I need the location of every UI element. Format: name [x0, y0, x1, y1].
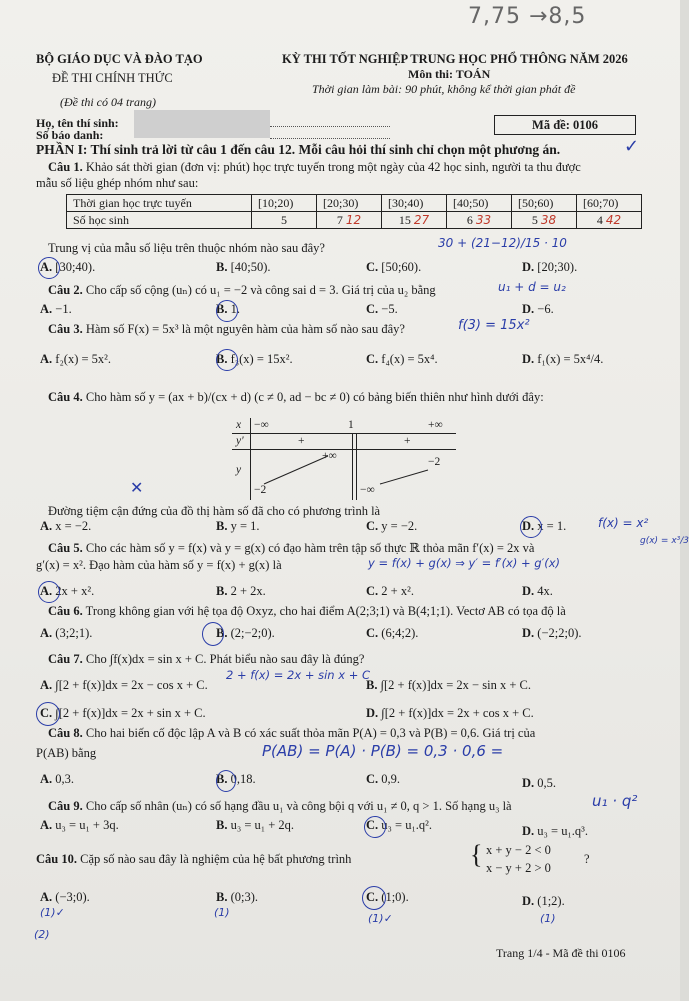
answer-circle [38, 257, 60, 279]
q8-handwritten-note: P(AB) = P(A) · P(B) = 0,3 · 0,6 = [262, 742, 504, 760]
q10-hw-mark-b: (1) [214, 906, 230, 919]
q9-option-b[interactable]: B. u₃ = u₁ + 2q. [216, 818, 295, 832]
q4-option-c[interactable]: C. y = −2. [366, 519, 418, 533]
q5-handwritten-note: y = f(x) + g(x) ⇒ y′ = f′(x) + g′(x) [368, 556, 560, 570]
q4-option-b[interactable]: B. y = 1. [216, 519, 260, 533]
q2-option-c[interactable]: C. −5. [366, 302, 398, 316]
q4-variation-table: x y' y −∞ 1 +∞ + + +∞ −2 −2 −∞ [232, 418, 456, 500]
q1-line2: mẫu số liệu ghép nhóm như sau: [36, 176, 199, 190]
exam-code-box: Mã đề: 0106 [494, 115, 636, 135]
ministry-name: BỘ GIÁO DỤC VÀ ĐÀO TẠO [36, 52, 203, 66]
answer-circle [202, 622, 224, 646]
q9-question: Câu 9. Cho cấp số nhân (uₙ) có số hạng đầu u₁ và công bội q với u₁ ≠ 0, q > 1. Số hạng u₃ là [48, 799, 512, 813]
q2-question: Câu 2. Cho cấp số cộng (uₙ) có u₁ = −2 và công sai d = 3. Giá trị của u₂ bằng [48, 283, 436, 297]
q1-handwritten-note: 30 + (21−12)/15 · 10 [438, 236, 567, 250]
q2-handwritten-note: u₁ + d = u₂ [498, 280, 566, 294]
q4-handwritten-note: f(x) = x² [598, 516, 649, 530]
q8-option-c[interactable]: C. 0,9. [366, 772, 401, 786]
q1-option-c[interactable]: C. [50;60). [366, 260, 422, 274]
page-footer: Trang 1/4 - Mã đề thi 0106 [496, 946, 626, 960]
q10-hw-left-2: (2) [34, 928, 50, 941]
q3-option-a[interactable]: A. f₂(x) = 5x². [40, 352, 112, 366]
q4-option-d[interactable]: D. x = 1. [522, 519, 567, 533]
q3-option-d[interactable]: D. f₁(x) = 5x⁴/4. [522, 352, 604, 366]
q10-question: Câu 10. Cặp số nào sau đây là nghiệm của hệ bất phương trình [36, 852, 352, 866]
answer-circle [216, 349, 238, 371]
q10-option-b[interactable]: B. (0;3). [216, 890, 259, 904]
q5-line1: Câu 5. Cho các hàm số y = f(x) và y = g(x) có đạo hàm trên tập số thực ℝ thỏa mãn f′(x) = 2x và [48, 541, 535, 555]
q3-handwritten-note: f(3) = 15x² [458, 318, 530, 333]
q5-option-b[interactable]: B. 2 + 2x. [216, 584, 266, 598]
q10-ineq-2: x − y + 2 > 0 [486, 861, 551, 875]
answer-circle [38, 581, 60, 603]
q3-question: Câu 3. Hàm số F(x) = 5x³ là một nguyên hàm của hàm số nào sau đây? [48, 322, 405, 336]
q8-option-b[interactable]: B. 0,18. [216, 772, 256, 786]
exam-title: KỲ THI TỐT NGHIỆP TRUNG HỌC PHỔ THÔNG NĂM 2026 [282, 52, 628, 66]
q8-line2: P(AB) bằng [36, 746, 97, 760]
q9-option-d[interactable]: D. u₃ = u₁.q³. [522, 824, 589, 838]
answer-circle [520, 516, 542, 538]
q7-option-d[interactable]: D. ∫[2 + f(x)]dx = 2x + cos x + C. [366, 706, 534, 720]
table-row-head: Thời gian học trực tuyến [67, 195, 252, 212]
q1-option-d[interactable]: D. [20;30). [522, 260, 578, 274]
q10-ineq-1: x + y − 2 < 0 [486, 843, 551, 857]
redacted-name-box [134, 110, 270, 138]
q9-handwritten-note: u₁ · q² [592, 792, 638, 810]
answer-circle [36, 702, 60, 726]
q1-frequency-table: Thời gian học trực tuyến [10;20) [20;30) [30;40) [40;50) [50;60) [60;70) Số học sinh 5 7 12 15 27 6 33 5 38 4 42 [66, 194, 642, 229]
id-dotline [270, 138, 390, 139]
q3-option-c[interactable]: C. f₄(x) = 5x⁴. [366, 352, 438, 366]
handwritten-score: 7,75 →8,5 [468, 4, 587, 29]
check-mark: ✓ [624, 136, 640, 157]
hw-cross: ✕ [130, 478, 144, 497]
q9-option-c[interactable]: C. u₃ = u₁.q². [366, 818, 433, 832]
answer-circle [362, 886, 386, 910]
part1-title: PHẦN I: Thí sinh trả lời từ câu 1 đến câu 12. Mỗi câu hỏi thí sinh chỉ chọn một phương án. [36, 142, 561, 157]
q8-option-d[interactable]: D. 0,5. [522, 776, 557, 790]
q4-question-2: Đường tiệm cận đứng của đồ thị hàm số đã cho có phương trình là [48, 504, 381, 518]
q1-question: Trung vị của mẫu số liệu trên thuộc nhóm nào sau đây? [48, 241, 325, 255]
q5-option-c[interactable]: C. 2 + x². [366, 584, 414, 598]
q6-option-a[interactable]: A. (3;2;1). [40, 626, 93, 640]
q3-option-b[interactable]: B. f₃(x) = 15x². [216, 352, 293, 366]
pages-note: (Đề thi có 04 trang) [60, 95, 156, 109]
q4-question: Câu 4. Cho hàm số y = (ax + b)/(cx + d) (c ≠ 0, ad − bc ≠ 0) có bảng biến thiên như hình dưới đây: [48, 390, 544, 404]
q7-question: Câu 7. Cho ∫f(x)dx = sin x + C. Phát biểu nào sau đây là đúng? [48, 652, 365, 666]
q2-option-d[interactable]: D. −6. [522, 302, 554, 316]
q1-line1: Câu 1. Khảo sát thời gian (đơn vị: phút) học trực tuyến trong một ngày của 42 học sinh, người ta thu được [48, 160, 581, 174]
q10-hw-mark-c: (1)✓ [368, 912, 393, 925]
name-dotline [270, 126, 390, 127]
q6-option-c[interactable]: C. (6;4;2). [366, 626, 419, 640]
candidate-id-label: Số báo danh: [36, 128, 104, 142]
subject-label: Môn thi: TOÁN [408, 67, 491, 81]
answer-circle [216, 770, 236, 792]
table-row-head: Số học sinh [67, 212, 252, 229]
q5-option-d[interactable]: D. 4x. [522, 584, 553, 598]
q5-line2: g′(x) = x². Đạo hàm của hàm số y = f(x) + g(x) là [36, 558, 282, 572]
q2-option-a[interactable]: A. −1. [40, 302, 72, 316]
q10-hw-mark-d: (1) [540, 912, 556, 925]
q1-option-b[interactable]: B. [40;50). [216, 260, 271, 274]
q10-option-c[interactable]: C. (1;0). [366, 890, 409, 904]
q8-line1: Câu 8. Cho hai biến cố độc lập A và B có xác suất thỏa mãn P(A) = 0,3 và P(B) = 0,6. Giá trị của [48, 726, 536, 740]
q2-option-b[interactable]: B. 1. [216, 302, 240, 316]
q6-option-d[interactable]: D. (−2;2;0). [522, 626, 582, 640]
q7-handwritten-note: 2 + f(x) = 2x + sin x + C [226, 668, 371, 682]
q7-option-b[interactable]: B. ∫[2 + f(x)]dx = 2x − sin x + C. [366, 678, 531, 692]
q4-option-a[interactable]: A. x = −2. [40, 519, 92, 533]
q9-option-a[interactable]: A. u₃ = u₁ + 3q. [40, 818, 119, 832]
q10-brace: { [470, 840, 483, 869]
q6-question: Câu 6. Trong không gian với hệ tọa độ Oxyz, cho hai điểm A(2;3;1) và B(4;1;1). Vectơ AB có tọa độ là [48, 604, 566, 618]
time-note: Thời gian làm bài: 90 phút, không kể thời gian phát đề [312, 82, 576, 96]
q8-option-a[interactable]: A. 0,3. [40, 772, 75, 786]
q7-option-c[interactable]: C. ∫[2 + f(x)]dx = 2x + sin x + C. [40, 706, 206, 720]
candidate-name-label: Họ, tên thí sinh: [36, 116, 119, 130]
increasing-arrow [264, 456, 328, 484]
q7-option-a[interactable]: A. ∫[2 + f(x)]dx = 2x − cos x + C. [40, 678, 208, 692]
q10-hw-mark-a: (1)✓ [40, 906, 65, 919]
answer-circle [364, 816, 386, 838]
q5-option-a[interactable]: A. 2x + x². [40, 584, 95, 598]
answer-circle [216, 300, 238, 322]
q6-option-b[interactable]: B. (2;−2;0). [216, 626, 275, 640]
q10-question-mark: ? [584, 852, 590, 866]
q10-option-d[interactable]: D. (1;2). [522, 894, 565, 908]
q5-handwritten-side: g(x) = x³/3 [640, 536, 689, 546]
q1-option-a[interactable]: A. [30;40). [40, 260, 96, 274]
increasing-arrow [380, 470, 428, 484]
official-label: ĐỀ THI CHÍNH THỨC [52, 71, 173, 85]
q10-option-a[interactable]: A. (−3;0). [40, 890, 90, 904]
